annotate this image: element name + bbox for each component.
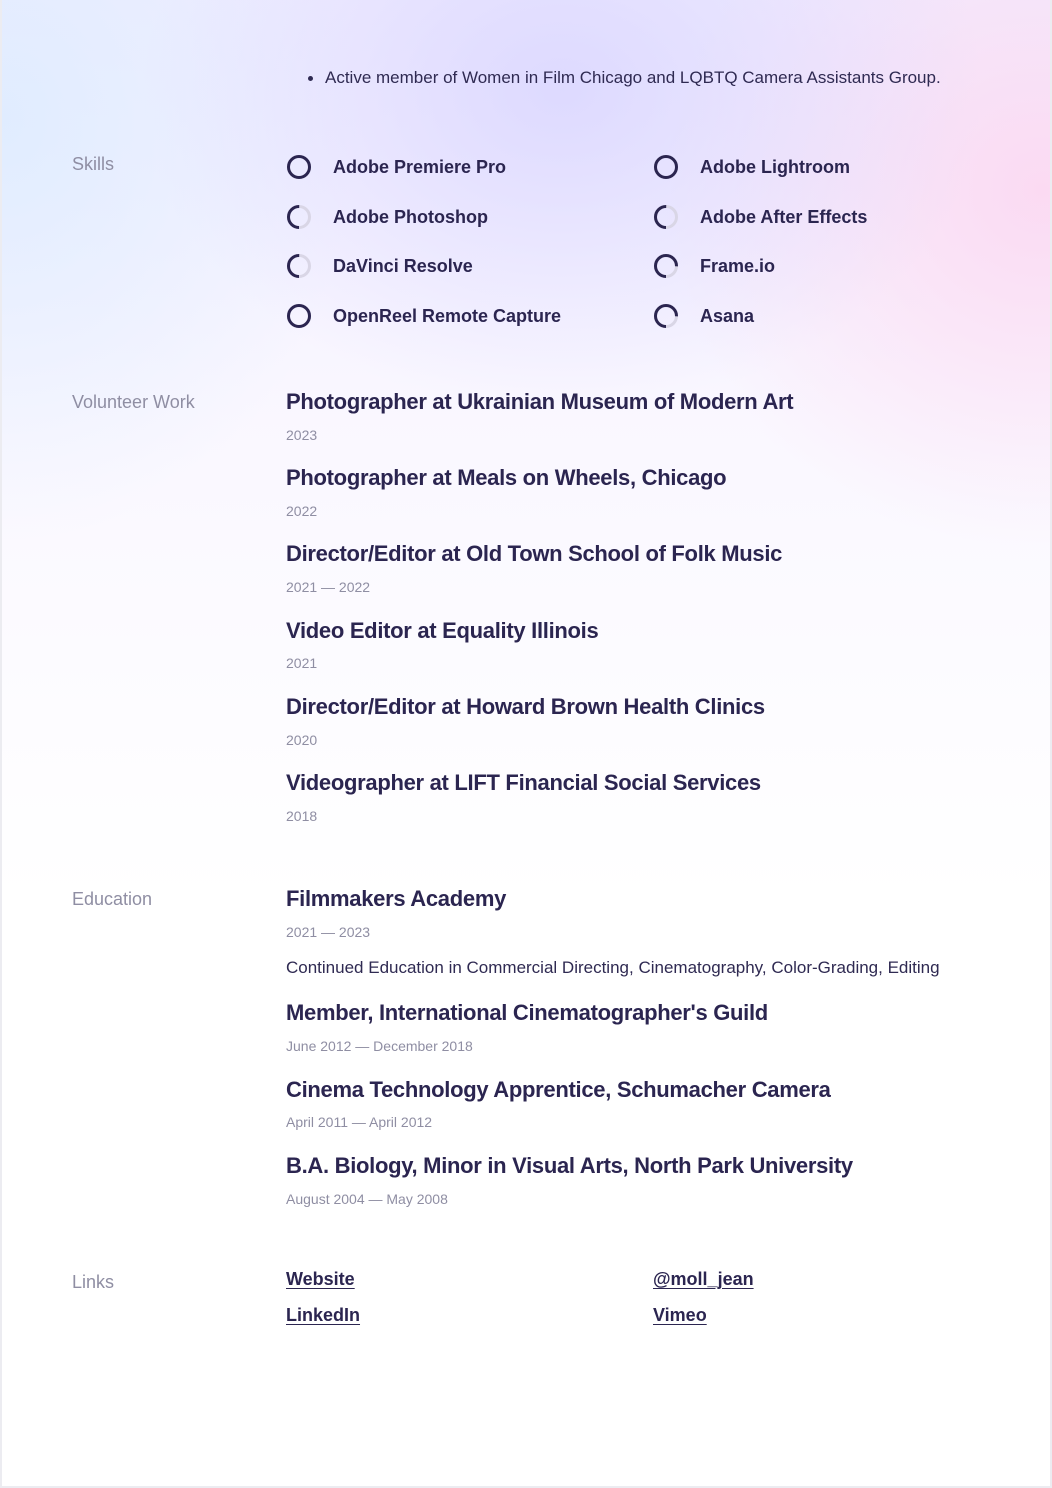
skill-level-ring-icon (653, 154, 700, 180)
education-entry-title: Filmmakers Academy (286, 886, 507, 911)
skill-item (653, 253, 775, 279)
education-entry-title: Member, International Cinematographer's Guild (286, 1000, 768, 1025)
education-entry-date: April 2011 — April 2012 (286, 1114, 433, 1130)
volunteer-entry-title: Director/Editor at Howard Brown Health Clinics (286, 694, 765, 719)
education-entry-title: B.A. Biology, Minor in Visual Arts, North Park University (286, 1153, 853, 1178)
volunteer-entry-title: Photographer at Meals on Wheels, Chicago (286, 465, 727, 490)
links-section-label: Links (72, 1272, 115, 1292)
education-section-label: Education (72, 889, 153, 909)
website-link[interactable]: Website (286, 1269, 355, 1289)
skill-name: Adobe Premiere Pro (333, 156, 507, 177)
volunteer-entry-title: Videographer at LIFT Financial Social Services (286, 770, 761, 795)
skill-name: Adobe Photoshop (333, 206, 488, 227)
summary-bullet (308, 68, 941, 88)
skill-item (286, 154, 506, 180)
skill-item (286, 303, 561, 329)
skill-name: OpenReel Remote Capture (333, 305, 562, 326)
social-handle-link[interactable]: @moll_jean (653, 1269, 754, 1289)
summary-bullet-text: Active member of Women in Film Chicago and LQBTQ Camera Assistants Group. (325, 68, 941, 87)
volunteer-section-label: Volunteer Work (72, 392, 195, 412)
skill-name: Asana (700, 305, 755, 326)
volunteer-entry-date: 2021 (286, 655, 318, 671)
skills-section-label: Skills (72, 154, 115, 174)
skill-level-ring-icon (286, 303, 333, 329)
volunteer-entry-date: 2023 (286, 427, 318, 443)
skill-name: DaVinci Resolve (333, 255, 473, 276)
volunteer-entry-date: 2020 (286, 732, 318, 748)
education-entry-date: June 2012 — December 2018 (286, 1038, 473, 1054)
education-entry-title: Cinema Technology Apprentice, Schumacher Camera (286, 1077, 831, 1102)
volunteer-entry-title: Photographer at Ukrainian Museum of Modern Art (286, 389, 794, 414)
education-entry-date: August 2004 — May 2008 (286, 1191, 448, 1207)
skill-item (286, 253, 473, 279)
skill-name: Adobe Lightroom (700, 156, 850, 177)
skill-item (653, 303, 754, 329)
bullet-dot (308, 76, 313, 81)
skill-item (653, 204, 867, 230)
skill-level-ring-icon (653, 303, 700, 329)
volunteer-entry-title: Video Editor at Equality Illinois (286, 618, 599, 643)
volunteer-entry-date: 2022 (286, 503, 318, 519)
linkedin-link[interactable]: LinkedIn (286, 1305, 361, 1325)
skill-level-ring-icon (653, 204, 700, 230)
skill-level-ring-icon (653, 253, 700, 279)
volunteer-entry-date: 2021 — 2022 (286, 579, 371, 595)
education-entry-date: 2021 — 2023 (286, 924, 371, 940)
education-entry-description: Continued Education in Commercial Directing, Cinematography, Color-Grading, Editing (286, 958, 940, 977)
skill-name: Frame.io (700, 255, 776, 276)
skill-item (653, 154, 850, 180)
vimeo-link[interactable]: Vimeo (653, 1305, 707, 1325)
skill-item (286, 204, 488, 230)
volunteer-entry-title: Director/Editor at Old Town School of Folk Music (286, 541, 783, 566)
skill-level-ring-icon (286, 154, 333, 180)
skill-level-ring-icon (286, 204, 333, 230)
skill-level-ring-icon (286, 253, 333, 279)
volunteer-entry-date: 2018 (286, 808, 318, 824)
skill-name: Adobe After Effects (700, 206, 868, 227)
